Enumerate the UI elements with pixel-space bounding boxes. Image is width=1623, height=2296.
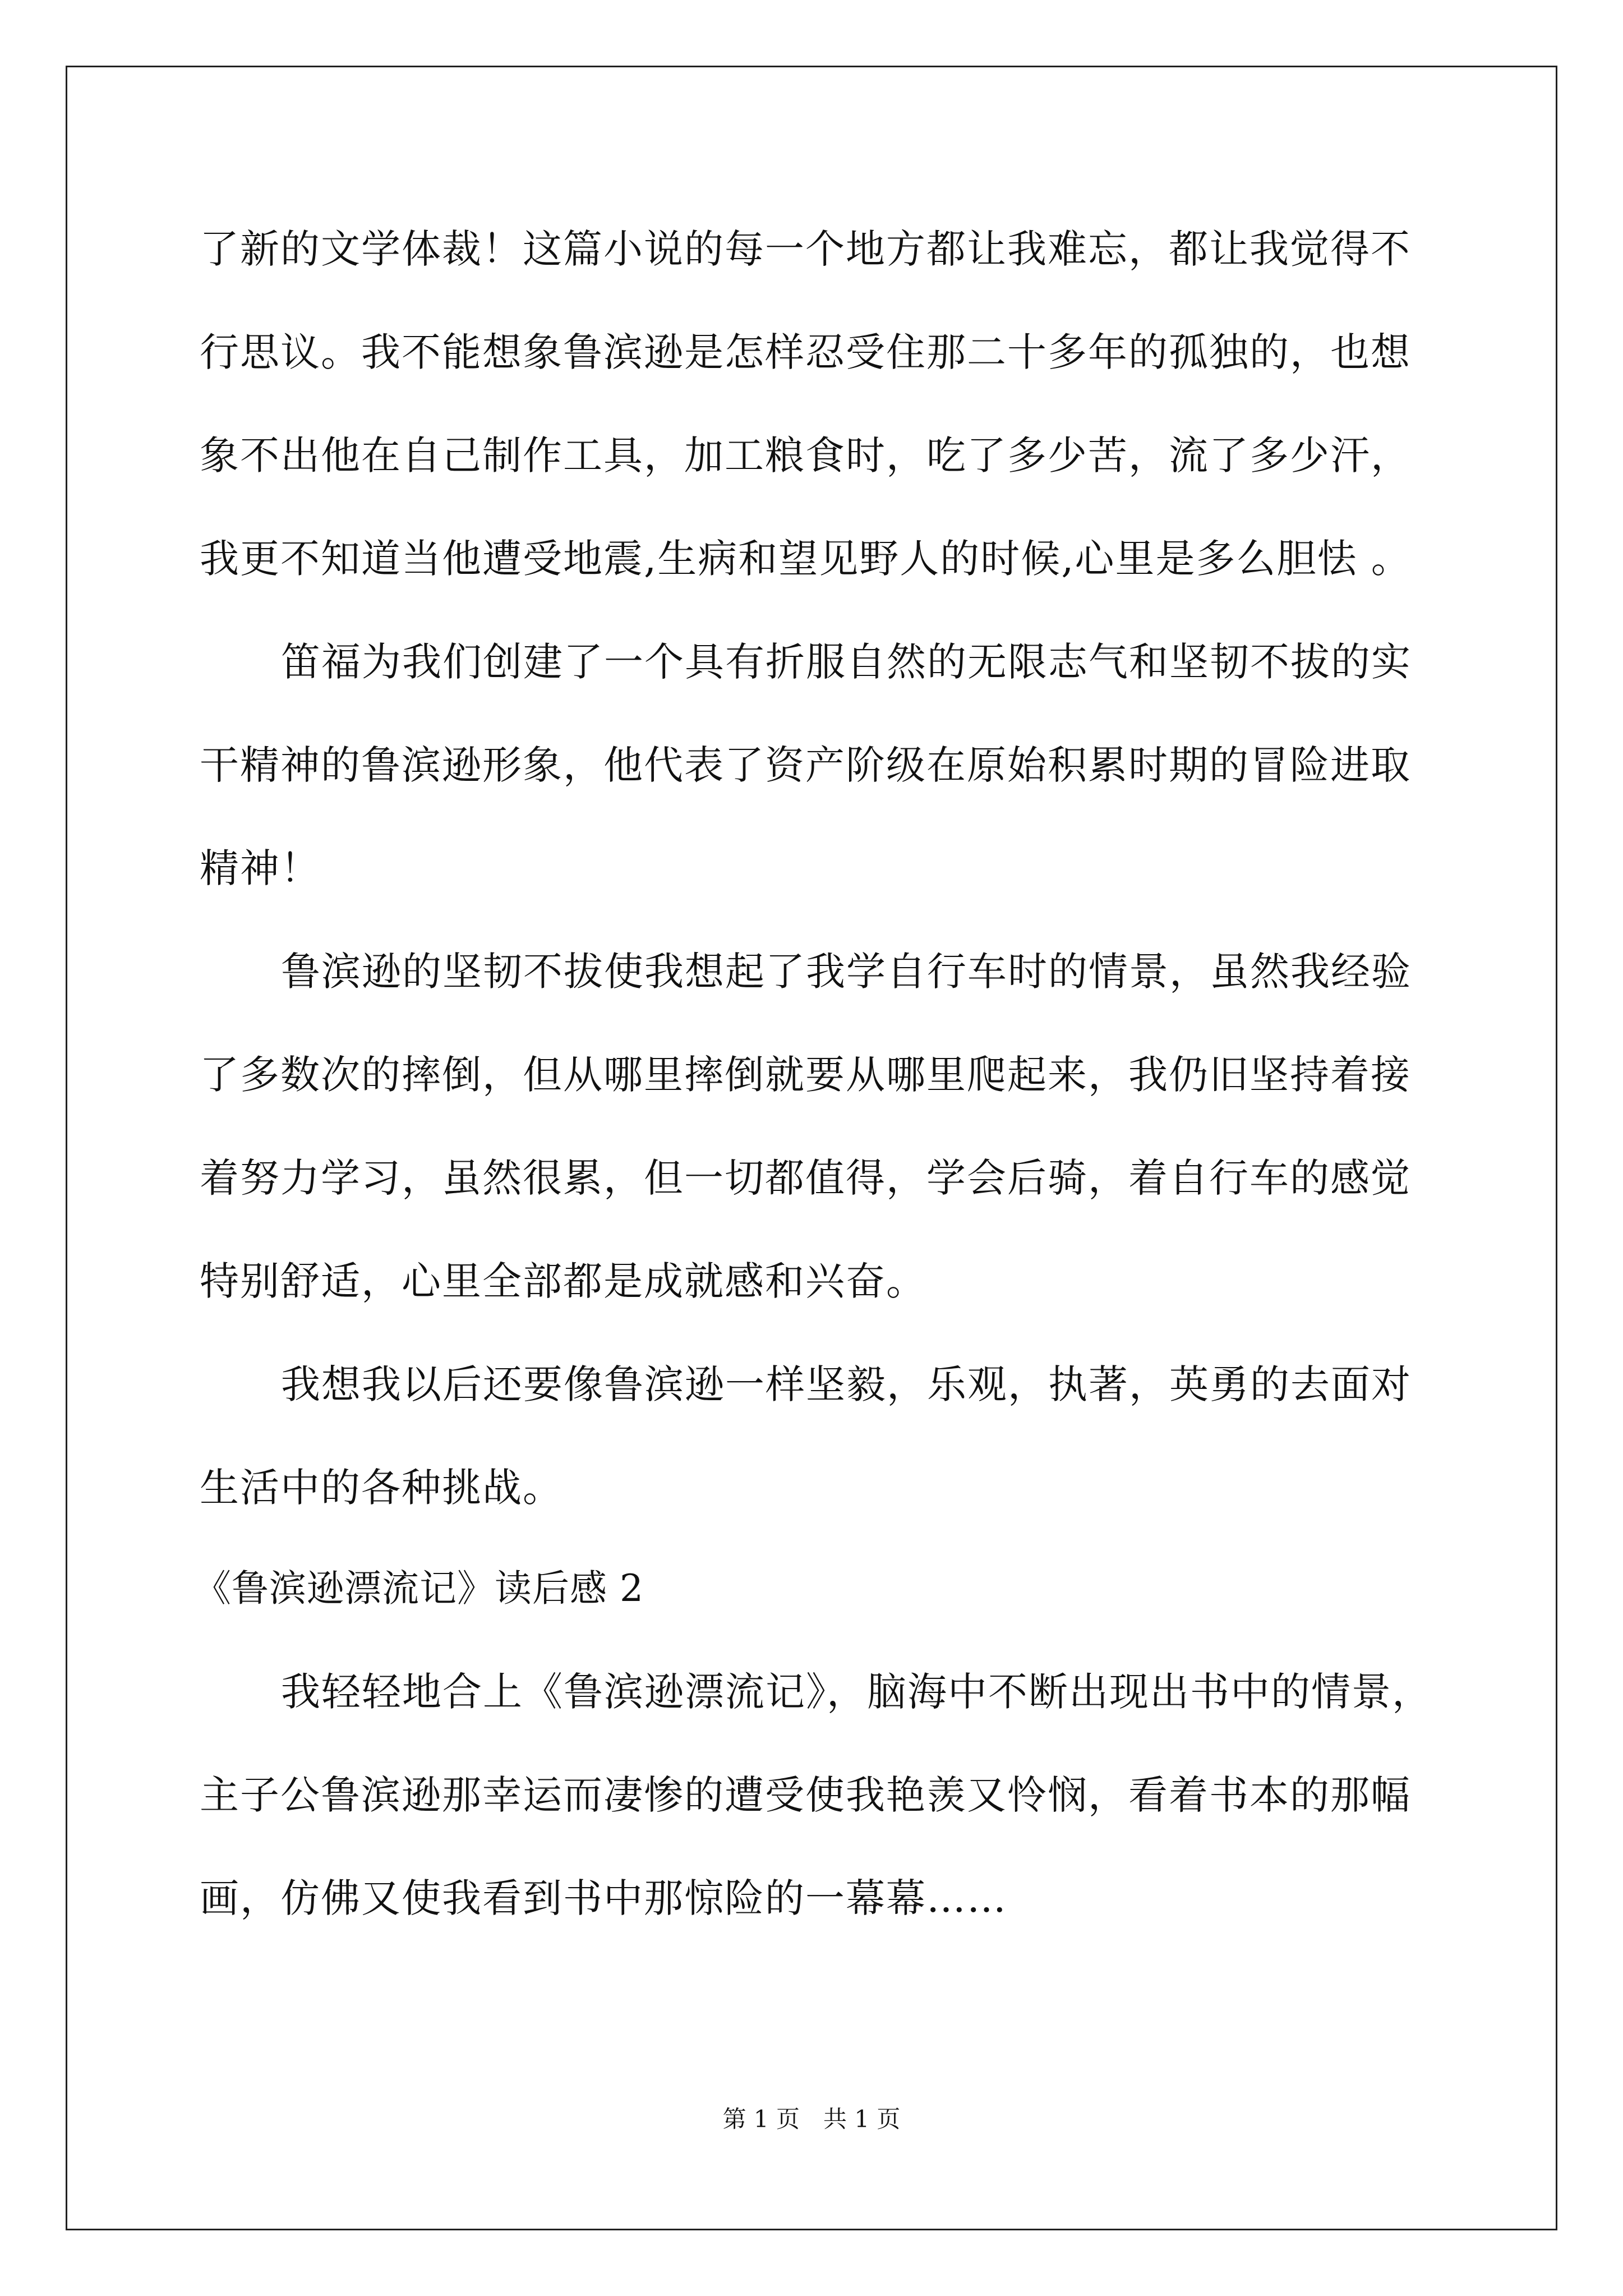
body-line: 象不出他在自己制作工具，加工粮食时，吃了多少苦，流了多少汗， xyxy=(200,432,1411,478)
body-line: 精神！ xyxy=(200,845,321,891)
body-line: 画，仿佛又使我看到书中那惊险的一幕幕…… xyxy=(200,1875,1007,1921)
body-line: 干精神的鲁滨逊形象，他代表了资产阶级在原始积累时期的冒险进取 xyxy=(200,742,1411,788)
paragraph-first-line: 鲁滨逊的坚韧不拔使我想起了我学自行车时的情景，虽然我经验 xyxy=(281,949,1412,995)
body-line: 主子公鲁滨逊那幸运而凄惨的遭受使我艳羡又怜悯，看着书本的那幅 xyxy=(200,1772,1411,1818)
body-line: 了多数次的摔倒，但从哪里摔倒就要从哪里爬起来，我仍旧坚持着接 xyxy=(200,1052,1411,1098)
paragraph-first-line: 我轻轻地合上《鲁滨逊漂流记》，脑海中不断出现出书中的情景， xyxy=(281,1669,1432,1715)
body-line: 生活中的各种挑战。 xyxy=(200,1465,563,1511)
paragraph-first-line: 我想我以后还要像鲁滨逊一样坚毅，乐观，执著，英勇的去面对 xyxy=(281,1361,1412,1407)
body-line: 着努力学习，虽然很累，但一切都值得，学会后骑，着自行车的感觉 xyxy=(200,1155,1411,1201)
page-footer: 第 1 页 共 1 页 xyxy=(722,2105,901,2133)
body-line: 行思议。我不能想象鲁滨逊是怎样忍受住那二十多年的孤独的，也想 xyxy=(200,329,1411,375)
body-line: 我更不知道当他遭受地震,生病和望见野人的时候,心里是多么胆怯 。 xyxy=(200,536,1412,582)
section-heading: 《鲁滨逊漂流记》读后感 2 xyxy=(194,1567,644,1610)
body-line: 了新的文学体裁！这篇小说的每一个地方都让我难忘，都让我觉得不 xyxy=(200,226,1411,272)
paragraph-first-line: 笛福为我们创建了一个具有折服自然的无限志气和坚韧不拔的实 xyxy=(281,639,1412,685)
body-line: 特别舒适，心里全部都是成就感和兴奋。 xyxy=(200,1258,926,1304)
